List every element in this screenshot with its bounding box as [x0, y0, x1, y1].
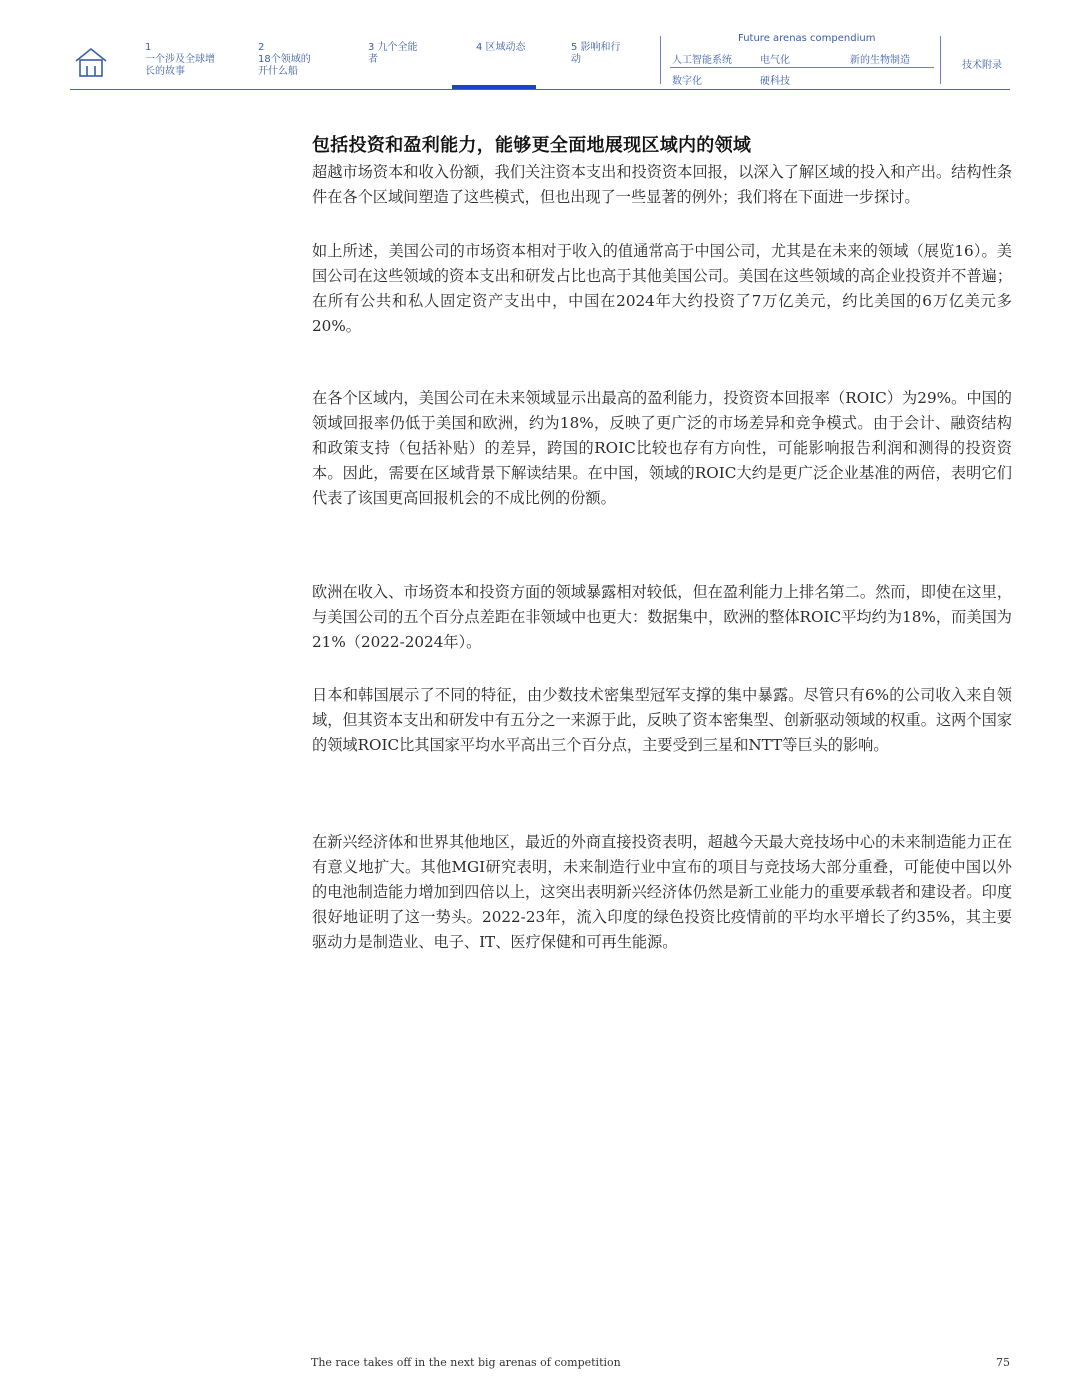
nav-item-chapter-5[interactable] — [571, 42, 627, 66]
divider — [670, 67, 934, 68]
arena-link-electrification[interactable]: 电气化 — [760, 55, 790, 66]
nav-item-label: 3 九个全能者 — [368, 42, 418, 65]
appendix-link[interactable]: 技术附录 — [962, 60, 1002, 71]
nav-item-chapter-2[interactable] — [258, 42, 318, 78]
compendium-title: Future arenas compendium — [738, 33, 876, 44]
paragraph: 欧洲在收入、市场资本和投资方面的领域暴露相对较低，但在盈利能力上排名第二。然而，即使在这里，与美国公司的五个百分点差距在非领域中也更大：数据集中，欧洲的整体ROIC平均约为18%，而美国为21%（2022-2024年）。 — [312, 583, 1012, 651]
nav-item-number: 1 — [145, 42, 152, 53]
paragraph: 在各个区域内，美国公司在未来领域显示出最高的盈利能力，投资资本回报率（ROIC）为29%。中国的领域回报率仍低于美国和欧洲，约为18%，反映了更广泛的市场差异和竞争模式。由于会计、融资结构和政策支持（包括补贴）的差异，跨国的ROIC比较也存有方向性，可能影响报告利润和测得的投资资本。因此，需要在区域背景下解读结果。在中国，领域的ROIC大约是更广泛企业基准的两倍，表明它们代表了该国更高回报机会的不成比例的份额。 — [312, 389, 1012, 507]
paragraph: 日本和韩国展示了不同的特征，由少数技术密集型冠军支撑的集中暴露。尽管只有6%的公司收入来自领域，但其资本支出和研发中有五分之一来源于此，反映了资本密集型、创新驱动领域的权重。这两个国家的领域ROIC比其国家平均水平高出三个百分点，主要受到三星和NTT等巨头的影响。 — [312, 686, 1012, 754]
nav-item-label: 5 影响和行动 — [571, 42, 621, 65]
paragraph: 如上所述，美国公司的市场资本相对于收入的值通常高于中国公司，尤其是在未来的领域（展览16）。美国公司在这些领域的资本支出和研发占比也高于其他美国公司。美国在这些领域的高企业投资并不普遍；在所有公共和私人固定资产支出中，中国在2024年大约投资了7万亿美元，约比美国的6万亿美元多20%。 — [312, 242, 1012, 335]
nav-item-label: 一个涉及全球增长的故事 — [145, 54, 215, 77]
divider — [660, 36, 661, 84]
paragraph: 在新兴经济体和世界其他地区，最近的外商直接投资表明，超越今天最大竞技场中心的未来制造能力正在有意义地扩大。其他MGI研究表明，未来制造行业中宣布的项目与竞技场大部分重叠，可能使中国以外的电池制造能力增加到四倍以上，这突出表明新兴经济体仍然是新工业能力的重要承载者和建设者。印度很好地证明了这一势头。2022-23年，流入印度的绿色投资比疫情前的平均水平增长了约35%，其主要驱动力是制造业、电子、IT、医疗保健和可再生能源。 — [312, 833, 1012, 951]
nav-bottom-rule — [70, 89, 1010, 90]
nav-item-label: 18个领域的开什么船 — [258, 54, 311, 77]
nav-item-chapter-4[interactable] — [476, 42, 528, 54]
page-number: 75 — [996, 1356, 1010, 1369]
top-navigation — [0, 0, 1080, 92]
nav-item-chapter-1[interactable] — [145, 42, 215, 78]
paragraph: 超越市场资本和收入份额，我们关注资本支出和投资资本回报，以深入了解区域的投入和产出。结构性条件在各个区域间塑造了这些模式，但也出现了一些显著的例外；我们将在下面进一步探讨。 — [312, 163, 1012, 206]
divider — [940, 36, 941, 84]
footer-title: The race takes off in the next big arenas of competition — [311, 1356, 621, 1369]
arena-link-digitalization[interactable]: 数字化 — [672, 76, 702, 87]
arena-link-ai[interactable]: 人工智能系统 — [672, 55, 732, 66]
home-icon[interactable] — [74, 46, 108, 78]
arena-link-biomanufacturing[interactable]: 新的生物制造 — [850, 55, 910, 66]
nav-item-chapter-3[interactable] — [368, 42, 424, 66]
nav-item-number: 2 — [258, 42, 265, 53]
page-heading: 包括投资和盈利能力，能够更全面地展现区域内的领域 — [312, 135, 752, 156]
nav-item-label: 4 区域动态 — [476, 42, 526, 53]
arena-link-hard-tech[interactable]: 硬科技 — [760, 76, 790, 87]
